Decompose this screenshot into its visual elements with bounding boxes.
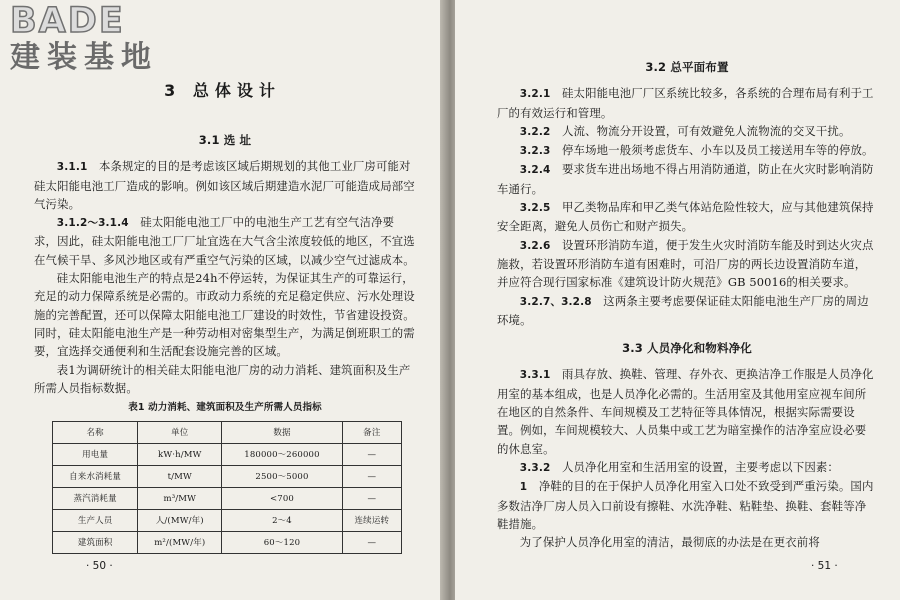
clause-number: 3.3.1 bbox=[519, 369, 551, 382]
table-cell: — bbox=[342, 532, 401, 554]
clause-number: 3.1.2～3.1.4 bbox=[56, 217, 129, 230]
right-body bbox=[497, 52, 877, 551]
table-cell: 蒸汽消耗量 bbox=[53, 488, 138, 510]
chapter-title: 3 总体设计 bbox=[164, 81, 281, 100]
paragraph-text: 净鞋的目的在于保护人员净化用室入口处不致受到严重污染。国内多数洁净厂房人员入口前设有擦鞋、水洗净鞋、粘鞋垫、换鞋、套鞋等净鞋措施。 bbox=[497, 479, 874, 531]
section-3-3-paragraphs bbox=[497, 365, 877, 551]
table-cell: 180000～260000 bbox=[222, 444, 342, 466]
paragraph-text: 雨具存放、换鞋、管理、存外衣、更换洁净工作服是人员净化用室的基本组成，也是人员净化必需的。生活用室及其他用室应视车间所在地区的自然条件、车间规模及工艺特征等具体情况，根据实际需要设置。例如，车间规模较大、人员集中或工艺为暗室操作的洁净室应设必要的休息室。 bbox=[497, 367, 874, 456]
table-cell: m³/MW bbox=[138, 488, 222, 510]
table-header-cell: 备注 bbox=[342, 422, 401, 444]
table-cell: — bbox=[342, 466, 401, 488]
clause-number: 3.2.6 bbox=[519, 239, 551, 252]
clause-number: 3.2.5 bbox=[519, 202, 551, 215]
table-cell: t/MW bbox=[138, 466, 222, 488]
section-3-2-paragraphs bbox=[497, 84, 877, 329]
table-cell: 用电量 bbox=[53, 444, 138, 466]
paragraph bbox=[497, 365, 877, 457]
paragraph bbox=[34, 269, 416, 360]
table-row bbox=[53, 444, 402, 466]
page-number-left: · 50 · bbox=[86, 560, 113, 572]
paragraph bbox=[34, 213, 416, 269]
paragraph bbox=[34, 157, 416, 213]
table-cell: 自来水消耗量 bbox=[53, 466, 138, 488]
paragraph-text: 硅太阳能电池生产的特点是24h不停运转，为保证其生产的可靠运行，充足的动力保障系统是必需的。市政动力系统的充足稳定供应、污水处理设施的完善配置，还可以保障太阳能电池工厂建设的时效性，节省建设投资。同时，硅太阳能电池生产是一种劳动相对密集型生产，为满足倒班职工的需要，宜选择交通便利和生活配套设施完善的区域。 bbox=[34, 271, 415, 359]
left-page bbox=[0, 0, 445, 600]
paragraph bbox=[497, 458, 877, 477]
table-cell: 连续运转 bbox=[342, 510, 401, 532]
paragraph-text: 人员净化用室和生活用室的设置，主要考虑以下因素： bbox=[562, 459, 839, 474]
paragraph-text: 要求货车进出场地不得占用消防通道，防止在火灾时影响消防车通行。 bbox=[497, 162, 874, 196]
table-cell: — bbox=[342, 488, 401, 510]
paragraph-text: 这两条主要考虑要保证硅太阳能电池生产厂房的周边环境。 bbox=[497, 293, 869, 327]
paragraph-text: 硅太阳能电池工厂中的电池生产工艺有空气洁净要求，因此，硅太阳能电池工厂厂址宜选在大气含尘浓度较低的地区，不宜选在气候干旱、多风沙地区或有严重空气污染的区域，以减少空气过滤成本。 bbox=[34, 215, 415, 267]
section-title-3-1: 3.1 选 址 bbox=[198, 133, 252, 147]
table-row bbox=[53, 510, 402, 532]
section-title-3-2: 3.2 总平面布置 bbox=[645, 60, 729, 74]
table-cell: 生产人员 bbox=[53, 510, 138, 532]
table-cell: 建筑面积 bbox=[53, 532, 138, 554]
clause-number: 3.2.3 bbox=[519, 145, 551, 158]
paragraph bbox=[497, 477, 877, 533]
table-cell: <700 bbox=[222, 488, 342, 510]
paragraph-text: 本条规定的目的是考虑该区域后期规划的其他工业厂房可能对硅太阳能电池工厂造成的影响。例如该区域后期建造水泥厂可能造成局部空气污染。 bbox=[34, 159, 415, 211]
section-title-3-3: 3.3 人员净化和物料净化 bbox=[622, 341, 752, 356]
paragraph-text: 为了保护人员净化用室的清洁，最彻底的办法是在更衣前将 bbox=[519, 535, 820, 550]
bade-logo bbox=[10, 2, 180, 76]
table-header-cell: 数据 bbox=[222, 422, 342, 444]
table-body bbox=[53, 444, 402, 554]
table-cell: 60～120 bbox=[222, 532, 342, 554]
logo-wordmark: BADE bbox=[10, 1, 125, 41]
clause-number: 1 bbox=[519, 481, 528, 494]
left-body bbox=[34, 125, 416, 554]
paragraph bbox=[497, 122, 877, 141]
paragraph-text: 停车场地一般须考虑货车、小车以及员工接送用车等的停放。 bbox=[562, 143, 874, 158]
paragraph bbox=[497, 141, 877, 160]
table-cell: — bbox=[342, 444, 401, 466]
table-header-cell: 单位 bbox=[138, 422, 222, 444]
paragraph bbox=[497, 236, 877, 292]
table-row bbox=[53, 532, 402, 554]
paragraph bbox=[497, 84, 877, 122]
paragraph bbox=[34, 361, 416, 398]
left-paragraphs bbox=[34, 157, 416, 397]
table-header-row bbox=[53, 422, 402, 444]
table-cell: m²/(MW/年) bbox=[138, 532, 222, 554]
logo-chinese: 建装基地 bbox=[10, 40, 158, 75]
right-page bbox=[455, 0, 900, 600]
paragraph bbox=[497, 292, 877, 330]
table-row bbox=[53, 466, 402, 488]
table-header-cell: 名称 bbox=[53, 422, 138, 444]
clause-number: 3.2.4 bbox=[519, 164, 551, 177]
table-cell: kW·h/MW bbox=[138, 444, 222, 466]
table-cell: 2～4 bbox=[222, 510, 342, 532]
paragraph bbox=[497, 533, 877, 551]
paragraph-text: 表1为调研统计的相关硅太阳能电池厂房的动力消耗、建筑面积及生产所需人员指标数据。 bbox=[34, 362, 411, 395]
clause-number: 3.2.2 bbox=[519, 125, 551, 138]
index-table bbox=[52, 421, 402, 554]
table-cell: 2500～5000 bbox=[222, 466, 342, 488]
clause-number: 3.1.1 bbox=[56, 161, 88, 174]
table-cell: 人/(MW/年) bbox=[138, 510, 222, 532]
paragraph-text: 硅太阳能电池厂厂区系统比较多，各系统的合理布局有利于工厂的有效运行和管理。 bbox=[497, 86, 874, 120]
paragraph-text: 甲乙类物品库和甲乙类气体站危险性较大，应与其他建筑保持安全距离，避免人员伤亡和财产损失。 bbox=[497, 200, 874, 234]
paragraph-text: 设置环形消防车道，便于发生火灾时消防车能及时到达火灾点施救，若设置环形消防车道有困难时，可沿厂房的两长边设置消防车道，并应符合现行国家标准《建筑设计防火规范》GB 50016的相关要求。 bbox=[497, 237, 874, 290]
paragraph-text: 人流、物流分开设置，可有效避免人流物流的交叉干扰。 bbox=[562, 123, 851, 138]
paragraph bbox=[497, 160, 877, 198]
paragraph bbox=[497, 198, 877, 236]
table-caption: 表1 动力消耗、建筑面积及生产所需人员指标 bbox=[128, 402, 322, 414]
page-number-right: · 51 · bbox=[811, 560, 838, 572]
clause-number: 3.2.7、3.2.8 bbox=[519, 295, 592, 308]
clause-number: 3.3.2 bbox=[519, 461, 551, 474]
table-row bbox=[53, 488, 402, 510]
clause-number: 3.2.1 bbox=[519, 88, 551, 101]
